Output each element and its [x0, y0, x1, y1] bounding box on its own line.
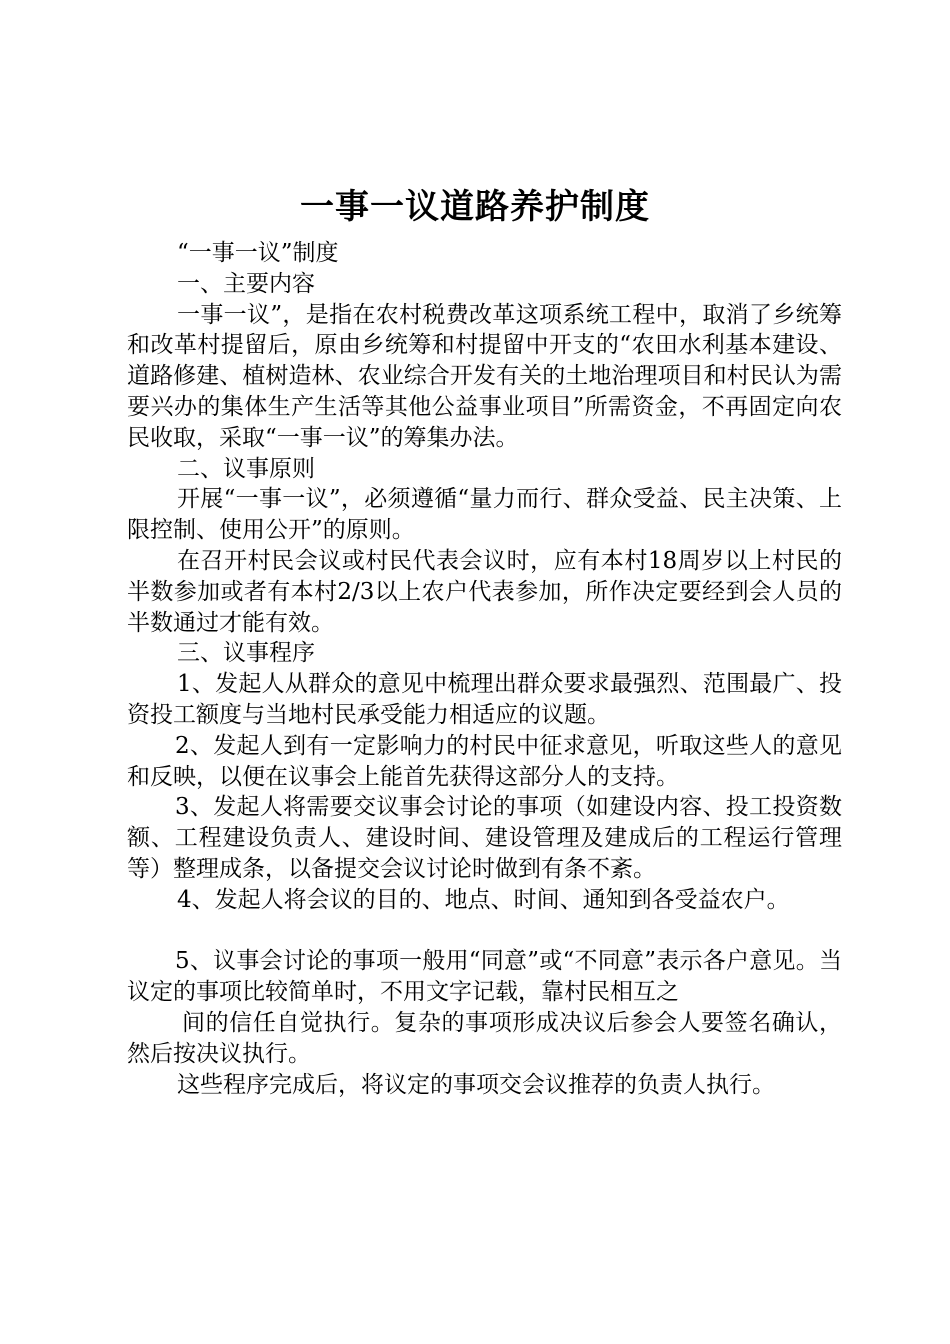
procedure-step-3: 3、发起人将需要交议事会讨论的事项（如建设内容、投工投资数额、工程建设负责人、建设时间、建设管理及建成后的工程运行管理等）整理成条，以备提交会议讨论时做到有条不紊。 [127, 794, 842, 882]
document-body [127, 238, 842, 1100]
procedure-step-4: 4、发起人将会议的目的、地点、时间、通知到各受益农户。 [177, 886, 790, 913]
section-heading-main-content: 一、主要内容 [177, 270, 315, 297]
paragraph-heading-system: “一事一议”制度 [177, 240, 339, 266]
section-heading-procedure: 三、议事程序 [177, 640, 315, 667]
document-title: 一事一议道路养护制度 [300, 187, 650, 227]
paragraph-principles: 开展“一事一议”，必须遵循“量力而行、群众受益、民主决策、上限控制、使用公开”的原则。 [127, 486, 842, 544]
paragraph-quorum: 在召开村民会议或村民代表会议时，应有本村18周岁以上村民的半数参加或者有本村2/3以上农户代表参加，所作决定要经到会人员的半数通过才能有效。 [127, 547, 842, 636]
procedure-step-2: 2、发起人到有一定影响力的村民中征求意见，听取这些人的意见和反映，以便在议事会上能首先获得这部分人的支持。 [127, 732, 842, 790]
paragraph-definition: 一事一议”，是指在农村税费改革这项系统工程中，取消了乡统筹和改革村提留后，原由乡统筹和村提留中开支的“农田水利基本建设、道路修建、植树造林、农业综合开发有关的土地治理项目和村民认为需要兴办的集体生产生活等其他公益事业项目”所需资金，不再固定向农民收取，采取“一事一议”的筹集办法。 [127, 301, 842, 451]
paragraph-closing: 这些程序完成后，将议定的事项交会议推荐的负责人执行。 [177, 1071, 775, 1098]
procedure-step-5-continued: 间的信任自觉执行。复杂的事项形成决议后参会人要签名确认，然后按决议执行。 [127, 1009, 842, 1067]
section-heading-principles: 二、议事原则 [177, 455, 315, 482]
procedure-step-5: 5、议事会讨论的事项一般用“同意”或“不同意”表示各户意见。当议定的事项比较简单时，不用文字记载，靠村民相互之 [127, 948, 842, 1006]
procedure-step-1: 1、发起人从群众的意见中梳理出群众要求最强烈、范围最广、投资投工额度与当地村民承受能力相适应的议题。 [127, 671, 842, 728]
blank-line [127, 916, 842, 947]
